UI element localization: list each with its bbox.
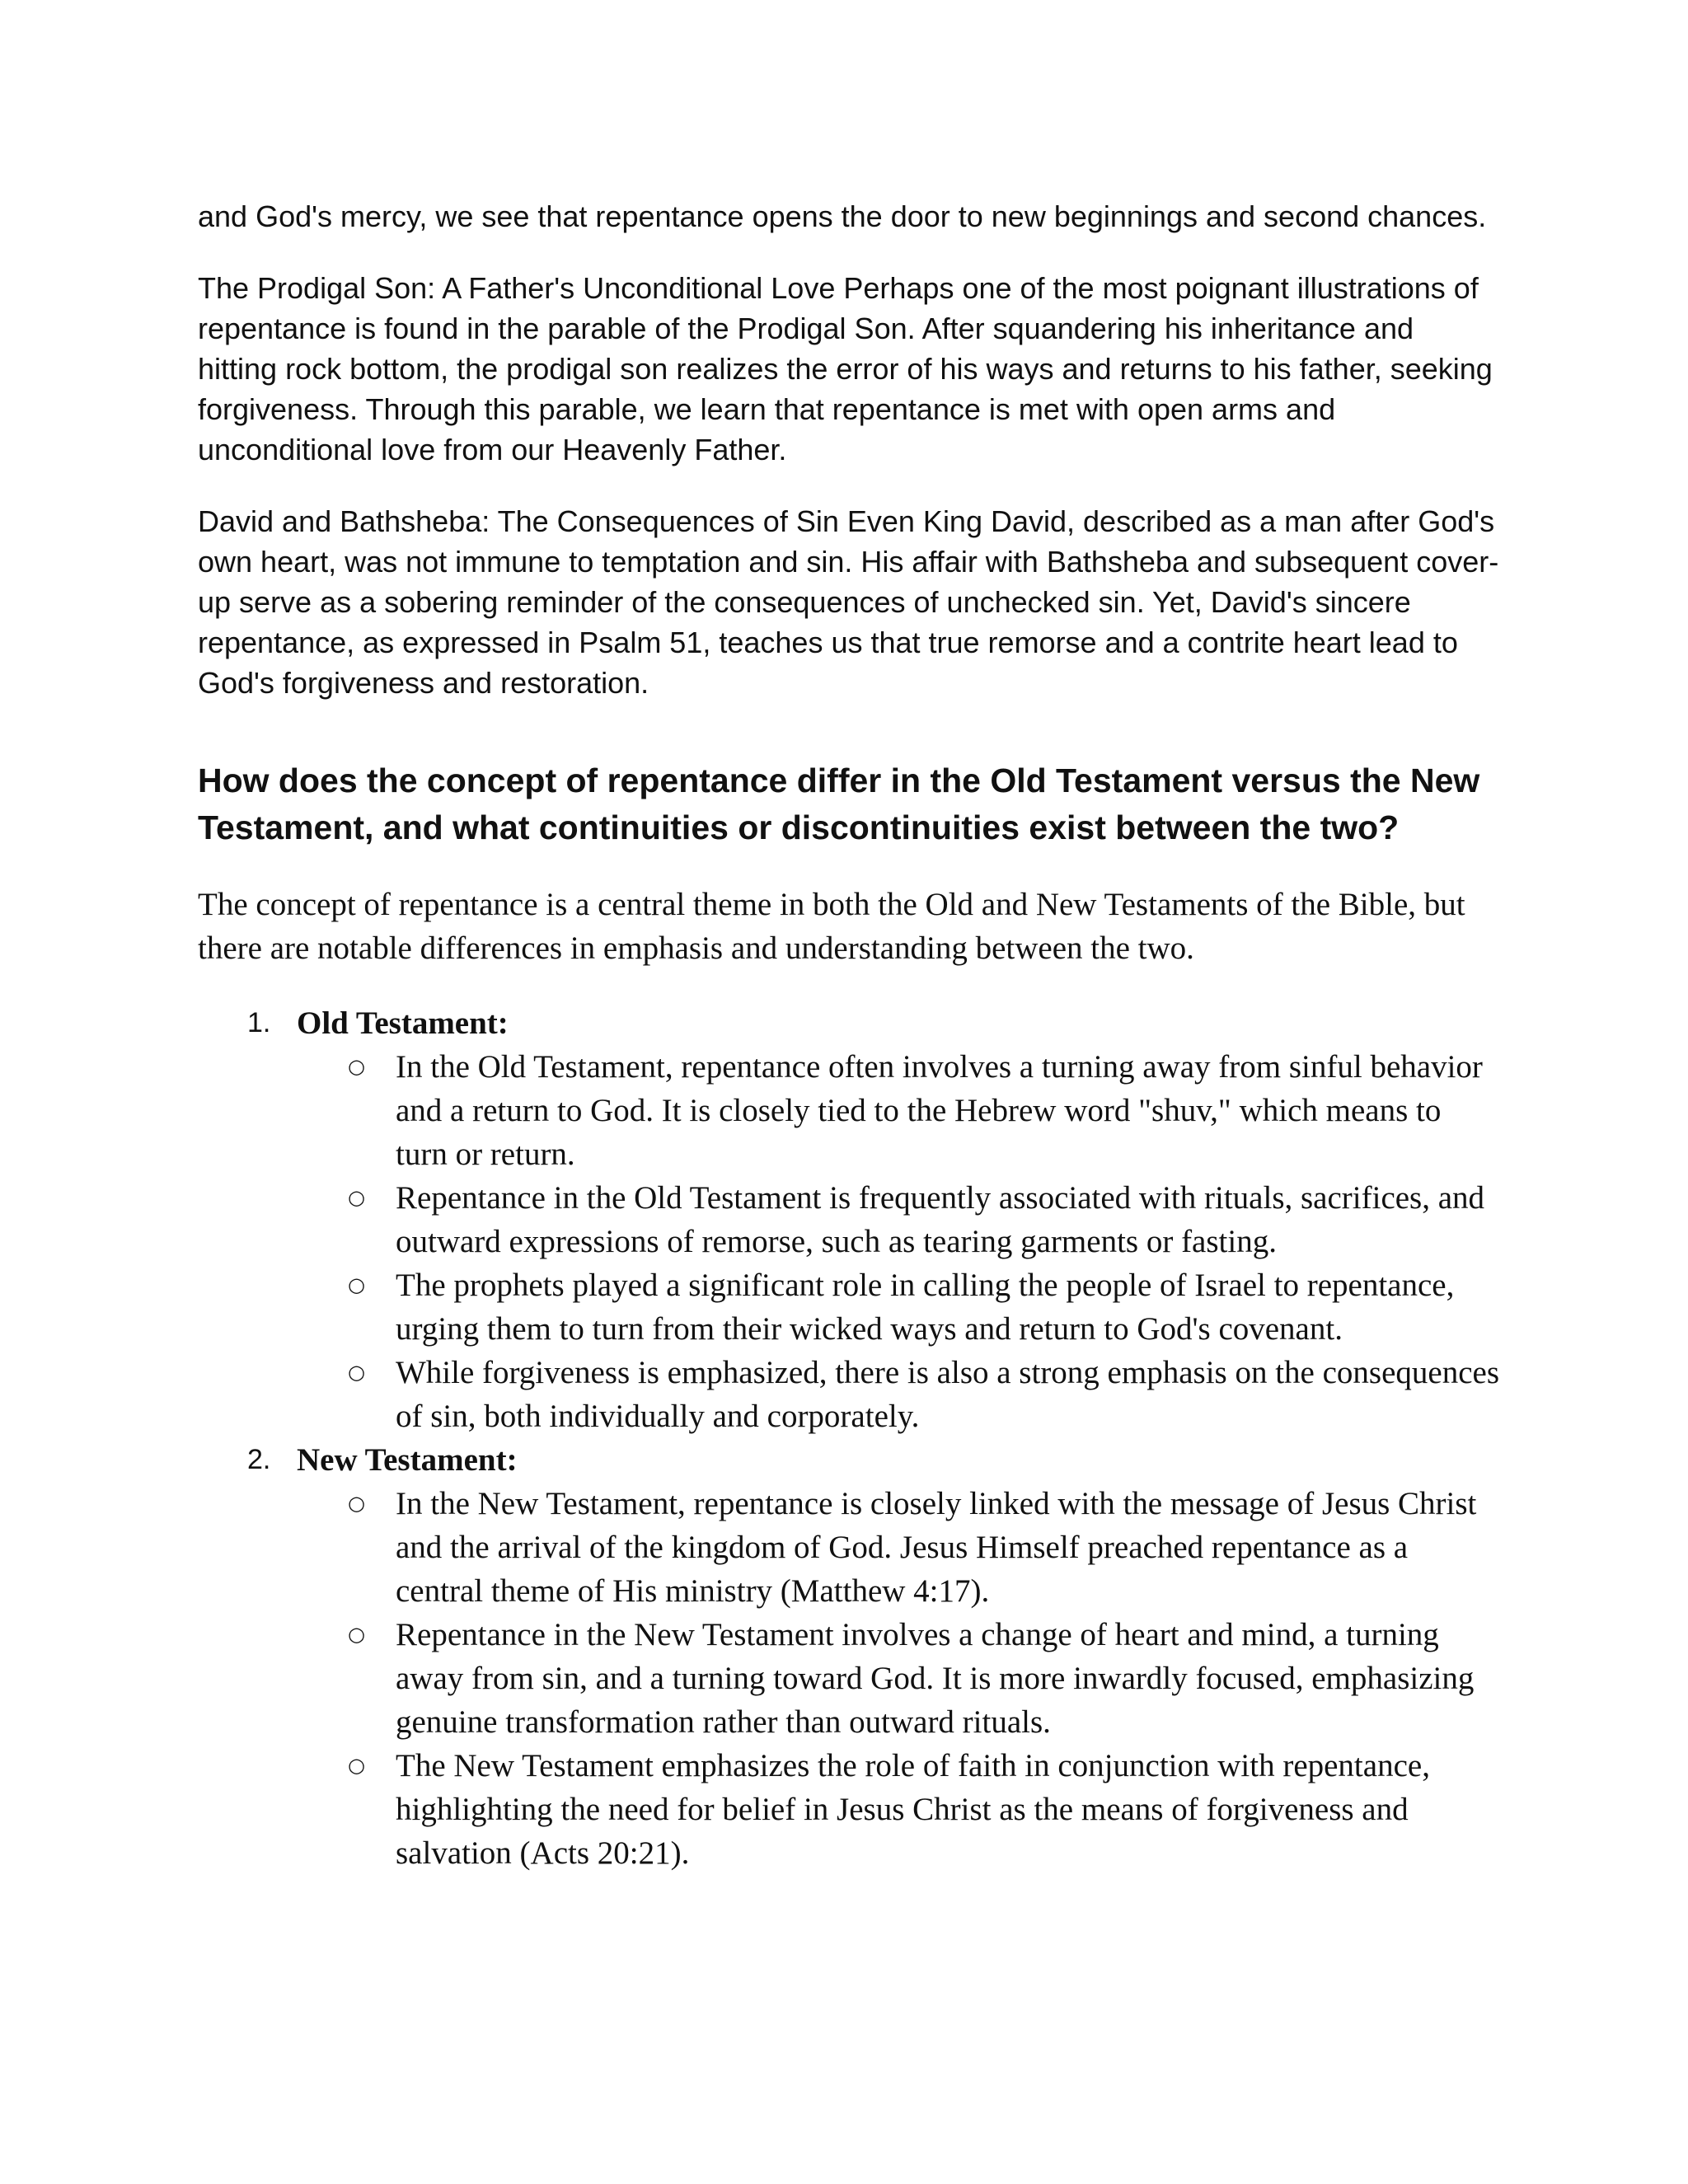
circle-bullet-icon: ○: [348, 1361, 365, 1384]
testament-list: [198, 1001, 1500, 1875]
bullet-item: [297, 1263, 1500, 1351]
circle-bullet-icon: ○: [348, 1492, 365, 1515]
bullet-text: The prophets played a significant role in calling the people of Israel to repentance, urging them to turn from their wicked ways and return to God's covenant.: [396, 1268, 1455, 1347]
bullet-text: In the Old Testament, repentance often involves a turning away from sinful behavior and a return to God. It is closely tied to the Hebrew word "shuv," which means to turn or return.: [396, 1049, 1483, 1172]
bullet-item: [297, 1482, 1500, 1613]
list-number: 1.: [247, 1007, 271, 1038]
circle-bullet-icon: ○: [348, 1273, 365, 1296]
circle-bullet-icon: ○: [348, 1623, 365, 1646]
list-item-title: New Testament:: [297, 1442, 518, 1478]
bullet-text: The New Testament emphasizes the role of faith in conjunction with repentance, highlighting the need for belief in Jesus Christ as the means of forgiveness and salvation (Acts 20:21).: [396, 1748, 1430, 1871]
bullet-text: In the New Testament, repentance is closely linked with the message of Jesus Christ and the arrival of the kingdom of God. Jesus Himself preached repentance as a central theme of His ministry (Matthew 4:17).: [396, 1486, 1477, 1609]
list-item-old-testament: [198, 1001, 1500, 1438]
list-item-new-testament: [198, 1438, 1500, 1875]
paragraph-prodigal-son: The Prodigal Son: A Father's Unconditional Love Perhaps one of the most poignant illustrations of repentance is found in the parable of the Prodigal Son. After squandering his inheritance and hitting rock bottom, the prodigal son realizes the error of his ways and returns to his father, seeking forgiveness. Through this parable, we learn that repentance is met with open arms and unconditional love from our Heavenly Father.: [198, 271, 1493, 466]
bullet-item: [297, 1613, 1500, 1744]
circle-bullet-icon: ○: [348, 1186, 365, 1209]
paragraph-gods-mercy: and God's mercy, we see that repentance opens the door to new beginnings and second chances.: [198, 199, 1487, 233]
bullet-text: While forgiveness is emphasized, there is also a strong emphasis on the consequences of sin, both individually and corporately.: [396, 1355, 1500, 1434]
list-item-title: Old Testament:: [297, 1005, 509, 1041]
bullet-item: [297, 1351, 1500, 1438]
bullet-item: [297, 1045, 1500, 1176]
bullet-text: Repentance in the New Testament involves a change of heart and mind, a turning away from sin, and a turning toward God. It is more inwardly focused, emphasizing genuine transformation rather than outward rituals.: [396, 1617, 1475, 1740]
circle-bullet-icon: ○: [348, 1754, 365, 1777]
bullet-text: Repentance in the Old Testament is frequently associated with rituals, sacrifices, and outward expressions of remorse, such as tearing garments or fasting.: [396, 1180, 1485, 1259]
document-content: [198, 196, 1500, 1875]
bullet-item: [297, 1744, 1500, 1875]
paragraph-david-bathsheba: David and Bathsheba: The Consequences of Sin Even King David, described as a man after God's own heart, was not immune to temptation and sin. His affair with Bathsheba and subsequent cover-up serve as a sobering reminder of the consequences of unchecked sin. Yet, David's sincere repentance, as expressed in Psalm 51, teaches us that true remorse and a contrite heart lead to God's forgiveness and restoration.: [198, 504, 1499, 700]
old-testament-bullets: [297, 1045, 1500, 1438]
section-heading: How does the concept of repentance differ in the Old Testament versus the New Testament, and what continuities or discontinuities exist between the two?: [198, 762, 1480, 846]
circle-bullet-icon: ○: [348, 1055, 365, 1078]
new-testament-bullets: [297, 1482, 1500, 1875]
intro-paragraph: The concept of repentance is a central theme in both the Old and New Testaments of the Bible, but there are notable differences in emphasis and understanding between the two.: [198, 887, 1465, 966]
bullet-item: [297, 1176, 1500, 1263]
list-number: 2.: [247, 1444, 271, 1475]
